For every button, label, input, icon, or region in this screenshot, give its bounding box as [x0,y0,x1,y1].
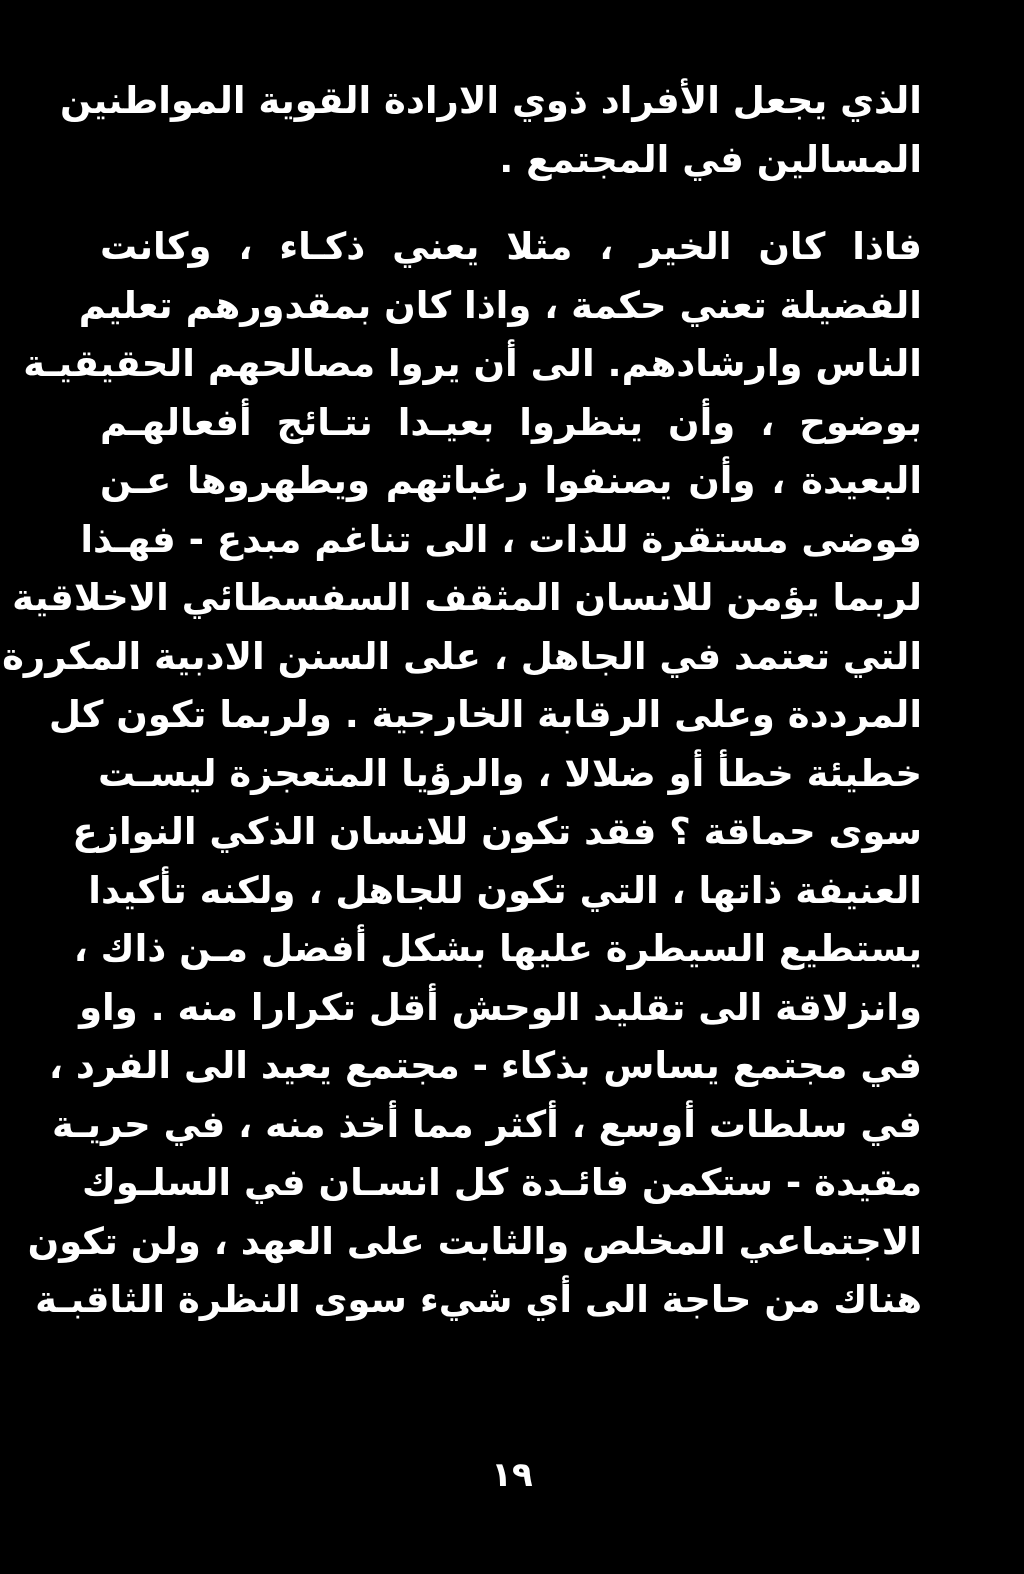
text-line: الذي يجعل الأفراد ذوي الارادة القوية المواطنين [59,79,922,122]
text-line: لربما يؤمن للانسان المثقف السفسطائي الاخلاقية [12,576,922,619]
text-line: البعيدة ، وأن يصنفوا رغباتهم ويطهروها عـن [100,459,922,502]
text-line: في سلطات أوسع ، أكثر مما أخذ منه ، في حريـة [52,1102,922,1146]
text-line: هناك من حاجة الى أي شيء سوى النظرة الثاقبـة [35,1278,922,1321]
text-line: سوى حماقة ؟ فقد تكون للانسان الذكي النوازع [72,810,922,853]
text-line: المرددة وعلى الرقابة الخارجية . ولربما تكون كل [48,693,922,736]
text-line: بوضوح ، وأن ينظروا بعيـدا نتـائج أفعالهـم [100,400,922,444]
text-line: فوضى مستقرة للذات ، الى تناغم مبدع - فهـذا [80,517,922,561]
text-line: في مجتمع يساس بذكاء - مجتمع يعيد الى الفرد ، [48,1044,922,1087]
text-line: وانزلاقة الى تقليد الوحش أقل تكرارا منه . واو [79,985,922,1029]
text-line: الاجتماعي المخلص والثابت على العهد ، ولن تكون [27,1219,922,1263]
text-line: العنيفة ذاتها ، التي تكون للجاهل ، ولكنه تأكيدا [88,868,922,912]
text-line: الفضيلة تعني حكمة ، واذا كان بمقدورهم تعليم [78,283,922,327]
text-line: يستطيع السيطرة عليها بشكل أفضل مـن ذاك ، [73,927,922,970]
text-line: الناس وارشادهم. الى أن يروا مصالحهم الحقيقيـة [23,342,922,385]
text-line: مقيدة - ستكمن فائـدة كل انسـان في السلـوك [82,1161,922,1204]
text-line: خطيئة خطأ أو ضلالا ، والرؤيا المتعجزة ليسـت [98,751,922,795]
page-number: ١٩ [491,1455,533,1495]
text-line: فاذا كان الخير ، مثلا يعني ذكـاء ، وكانت [100,225,922,268]
paragraph-1 [59,72,922,189]
text-line: التي تعتمد في الجاهل ، على السنن الادبية المكررة [2,634,922,678]
paragraph-2 [2,218,922,1330]
text-line: المسالين في المجتمع . [499,137,922,181]
